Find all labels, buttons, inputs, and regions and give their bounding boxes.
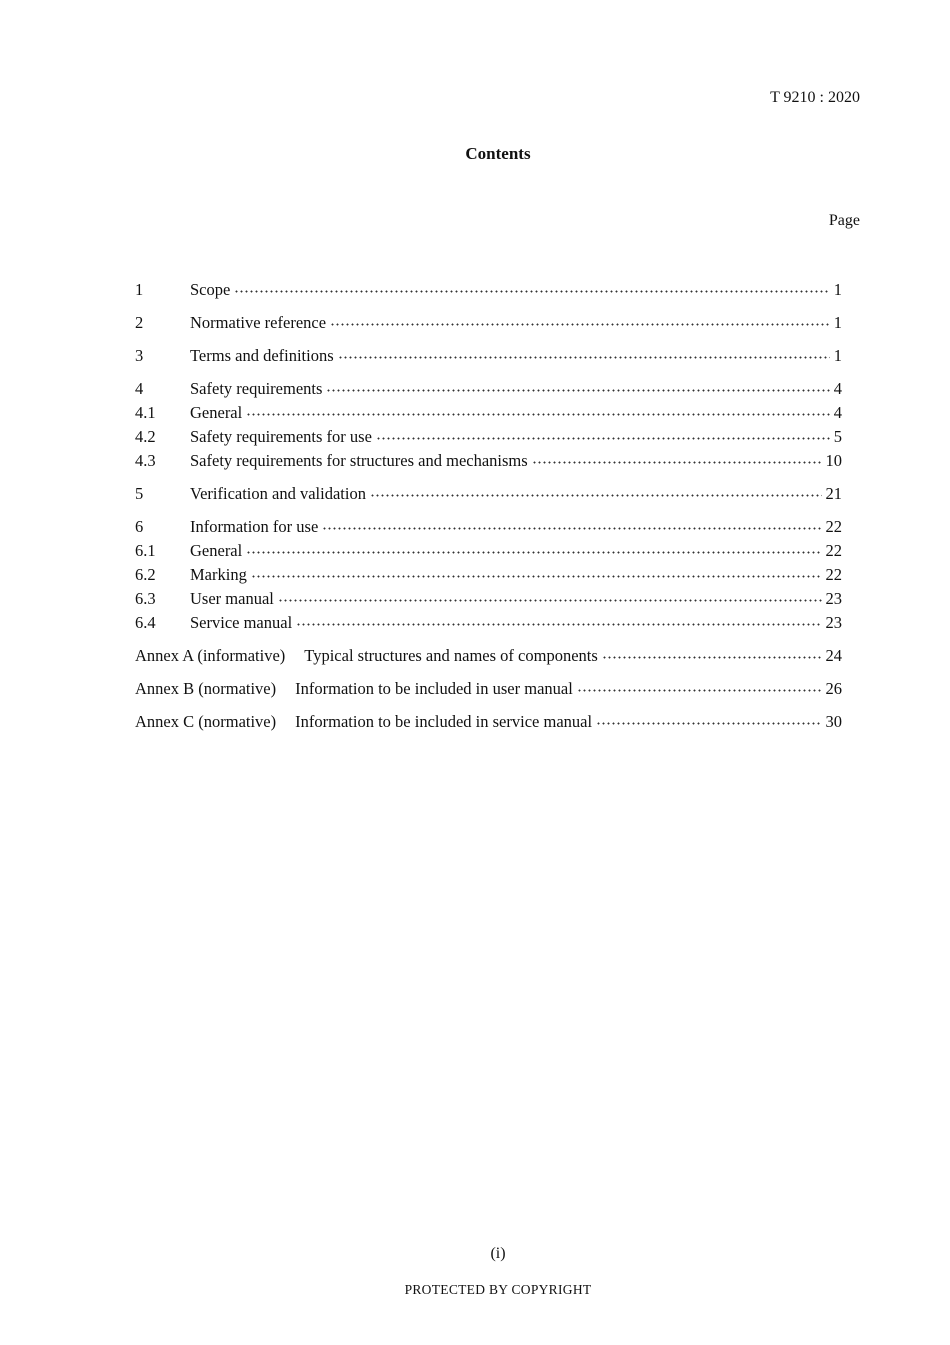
toc-entry-number: 2 — [135, 313, 144, 332]
toc-entry-title: Normative reference — [190, 313, 327, 332]
toc-entry-6-1[interactable] — [135, 539, 842, 563]
toc-entry-title: Scope — [190, 280, 231, 299]
toc-entry-number: 1 — [135, 280, 144, 299]
annex-title: Information to be included in service manual — [295, 712, 593, 731]
toc-entry-title: Safety requirements for use — [190, 427, 372, 446]
dot-leader — [602, 656, 822, 659]
toc-entry-number: 4.1 — [135, 403, 156, 422]
toc-entry-number: 4 — [135, 379, 144, 398]
toc-entry-number: 6.3 — [135, 589, 156, 608]
dot-leader — [278, 599, 822, 602]
toc-entry-title: Information for use — [190, 517, 319, 536]
toc-entry-page: 4 — [833, 403, 842, 422]
toc-entry-number: 6.4 — [135, 613, 156, 632]
toc-entry-4-1[interactable] — [135, 401, 842, 425]
annex-page: 30 — [825, 712, 842, 731]
toc-entry-page: 1 — [833, 280, 842, 299]
annex-page: 24 — [825, 646, 842, 665]
copyright-notice: PROTECTED BY COPYRIGHT — [404, 1282, 592, 1297]
toc-entry-6[interactable] — [135, 515, 842, 539]
toc-annex-a[interactable] — [135, 644, 842, 668]
toc-entry-6-4[interactable] — [135, 611, 842, 635]
page-column-label: Page — [828, 212, 860, 229]
toc-entry-title: Marking — [190, 565, 247, 584]
toc-annex-c[interactable] — [135, 710, 842, 734]
toc-entry-page: 22 — [825, 565, 842, 584]
toc-entry-1[interactable] — [135, 278, 842, 302]
dot-leader — [322, 527, 821, 530]
dot-leader — [370, 494, 822, 497]
dot-leader — [532, 461, 822, 464]
dot-leader — [577, 689, 822, 692]
table-of-contents — [135, 278, 842, 734]
annex-label: Annex B (normative) — [135, 679, 277, 698]
page-number: (i) — [490, 1245, 506, 1262]
dot-leader — [246, 551, 821, 554]
toc-entry-4-3[interactable] — [135, 449, 842, 473]
toc-entry-title: Safety requirements — [190, 379, 323, 398]
toc-entry-title: General — [190, 403, 243, 422]
document-code: T 9210 : 2020 — [770, 89, 860, 106]
toc-entry-number: 4.3 — [135, 451, 156, 470]
toc-entry-title: General — [190, 541, 243, 560]
toc-entry-page: 10 — [825, 451, 842, 470]
toc-entry-number: 5 — [135, 484, 144, 503]
toc-entry-page: 23 — [825, 613, 842, 632]
toc-annex-b[interactable] — [135, 677, 842, 701]
annex-title: Information to be included in user manual — [295, 679, 573, 698]
toc-entry-number: 6.1 — [135, 541, 156, 560]
toc-entry-page: 5 — [833, 427, 842, 446]
toc-entry-page: 21 — [825, 484, 842, 503]
dot-leader — [246, 413, 830, 416]
dot-leader — [326, 389, 829, 392]
contents-heading: Contents — [465, 144, 531, 163]
toc-entry-page: 4 — [833, 379, 842, 398]
dot-leader — [251, 575, 822, 578]
dot-leader — [296, 623, 821, 626]
toc-entry-3[interactable] — [135, 344, 842, 368]
toc-entry-number: 6 — [135, 517, 144, 536]
toc-entry-number: 6.2 — [135, 565, 156, 584]
dot-leader — [234, 290, 829, 293]
toc-entry-6-2[interactable] — [135, 563, 842, 587]
toc-entry-4-2[interactable] — [135, 425, 842, 449]
toc-entry-title: Safety requirements for structures and mechanisms — [190, 451, 528, 470]
toc-entry-page: 22 — [825, 541, 842, 560]
toc-entry-6-3[interactable] — [135, 587, 842, 611]
toc-entry-title: Service manual — [190, 613, 293, 632]
annex-page: 26 — [825, 679, 842, 698]
toc-entry-2[interactable] — [135, 311, 842, 335]
dot-leader — [338, 356, 830, 359]
dot-leader — [376, 437, 830, 440]
toc-entry-title: Verification and validation — [190, 484, 366, 503]
toc-entry-number: 4.2 — [135, 427, 156, 446]
toc-entry-4[interactable] — [135, 377, 842, 401]
toc-entry-number: 3 — [135, 346, 144, 365]
toc-entry-page: 1 — [833, 313, 842, 332]
toc-entry-page: 22 — [825, 517, 842, 536]
toc-entry-page: 23 — [825, 589, 842, 608]
toc-entry-title: User manual — [190, 589, 274, 608]
annex-label: Annex A (informative) — [135, 646, 286, 665]
dot-leader — [596, 722, 821, 725]
annex-label: Annex C (normative) — [135, 712, 277, 731]
toc-entry-page: 1 — [833, 346, 842, 365]
toc-entry-5[interactable] — [135, 482, 842, 506]
toc-entry-title: Terms and definitions — [190, 346, 334, 365]
annex-title: Typical structures and names of components — [304, 646, 598, 665]
dot-leader — [330, 323, 830, 326]
